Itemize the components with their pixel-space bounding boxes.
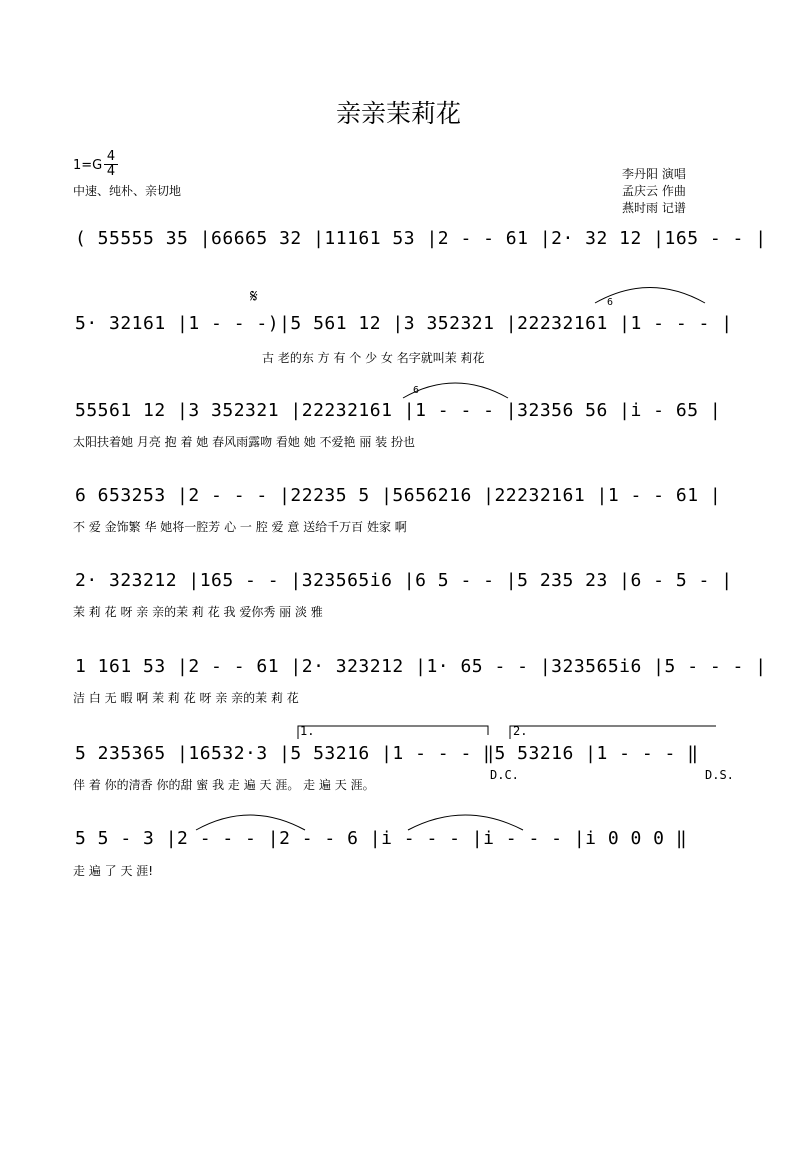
notation-line-5: 2· 323212 |165 - - |323565i6 |6 5 - - |5 235 23 |6 - 5 - | — [75, 570, 733, 591]
lyrics-line-4: 不 爱 金饰繁 华 她将一腔芳 心 一 腔 爱 意 送给千万百 姓家 啊 — [73, 520, 407, 534]
tempo-marking: 中速、纯朴、亲切地 — [73, 184, 182, 198]
page-title: 亲亲茉莉花 — [335, 99, 461, 128]
time-signature — [104, 150, 118, 179]
volta-2-label: 2. — [513, 724, 528, 738]
tuplet-mark-1: 6 — [607, 297, 614, 308]
notation-line-1: ( 55555 35 |66665 32 |11161 53 |2 - - 61 |2· 32 12 |165 - - | — [75, 228, 767, 249]
credit-composer: 孟庆云 作曲 — [622, 184, 686, 198]
dal-segno-mark: D.S. — [705, 768, 734, 782]
notation-line-2: 5· 32161 |1 - - -)|5 561 12 |3 352321 |22232161 |1 - - - | — [75, 313, 733, 334]
notation-line-4: 6 653253 |2 - - - |22235 5 |5656216 |22232161 |1 - - 61 | — [75, 485, 722, 506]
credit-singer: 李丹阳 演唱 — [622, 167, 686, 181]
credit-transcriber: 燕时雨 记谱 — [622, 201, 686, 215]
lyrics-line-3: 太阳扶着她 月亮 抱 着 她 春风雨露吻 看她 她 不爱艳 丽 装 扮也 — [73, 435, 415, 449]
notation-line-6: 1 161 53 |2 - - 61 |2· 323212 |1· 65 - - |323565i6 |5 - - - | — [75, 656, 767, 677]
da-capo-mark: D.C. — [490, 768, 519, 782]
lyrics-line-2: 古 老的东 方 有 个 少 女 名字就叫茉 莉花 — [262, 351, 485, 365]
meter-denominator: 4 — [106, 164, 116, 179]
lyrics-line-5: 茉 莉 花 呀 亲 亲的茉 莉 花 我 爱你秀 丽 淡 雅 — [73, 605, 323, 619]
lyrics-line-8: 走 遍 了 天 涯! — [73, 864, 154, 878]
volta-1-label: 1. — [300, 724, 315, 738]
credits — [622, 166, 686, 217]
meter-numerator: 4 — [104, 150, 118, 165]
segno-icon: 𝄋 — [250, 286, 258, 307]
lyrics-line-7: 伴 着 你的清香 你的甜 蜜 我 走 遍 天 涯。 走 遍 天 涯。 — [73, 778, 375, 792]
notation-line-8: 5 5 - 3 |2 - - - |2 - - 6 |i - - - |i - - - |i 0 0 0 ‖ — [75, 828, 688, 849]
lyrics-line-6: 洁 白 无 暇 啊 茉 莉 花 呀 亲 亲的茉 莉 花 — [73, 691, 299, 705]
tuplet-mark-2: 6 — [413, 385, 420, 396]
key-signature: 1=G — [73, 158, 103, 173]
notation-line-7: 5 235365 |16532·3 |5 53216 |1 - - - ‖5 53216 |1 - - - ‖ — [75, 743, 699, 764]
notation-line-3: 55561 12 |3 352321 |22232161 |1 - - - |32356 56 |i - 65 | — [75, 400, 722, 421]
